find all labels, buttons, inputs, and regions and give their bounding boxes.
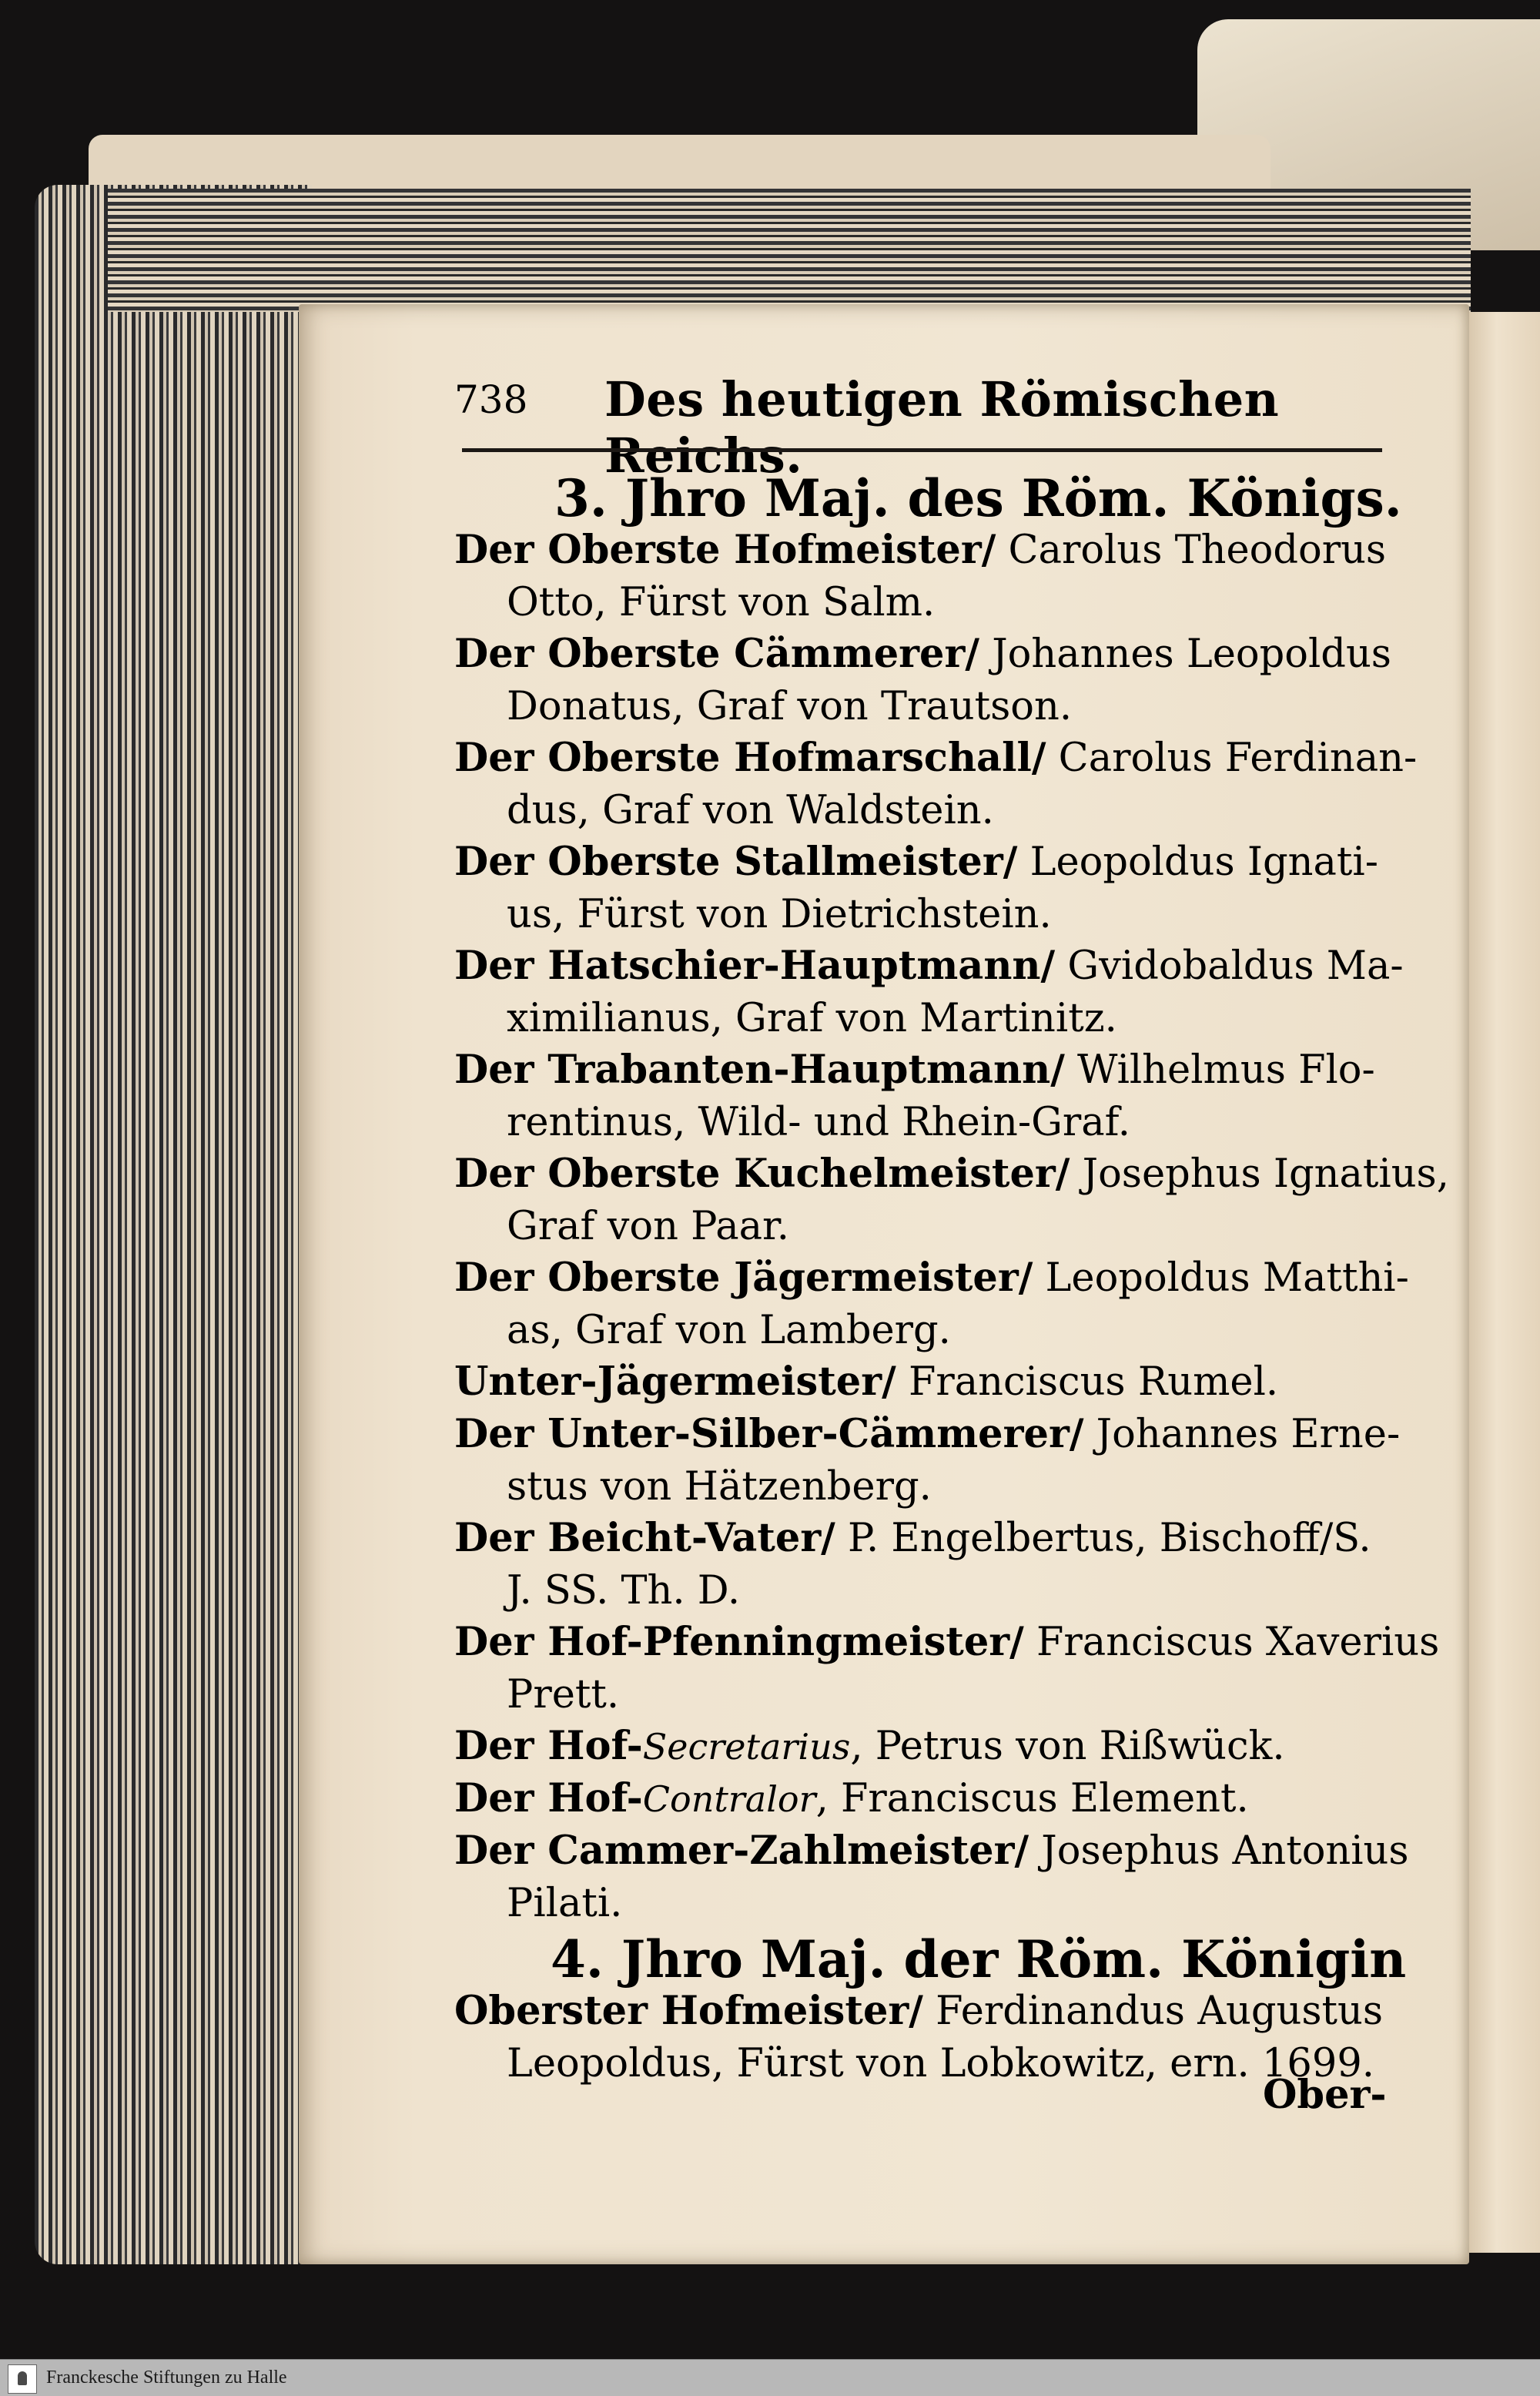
entry-latin-title: Secretarius: [642, 1726, 851, 1768]
entry-office: Der Oberste Stallmeister/: [454, 839, 1018, 885]
entry-continuation: rentinus, Wild- und Rhein-Graf.: [507, 1100, 1130, 1145]
entry-text: Leopoldus Ignati-: [1017, 839, 1378, 885]
entry-text: Gvidobaldus Ma-: [1055, 943, 1404, 989]
entry-jaegermeister: [454, 1252, 1409, 1357]
header-rule: [462, 448, 1382, 452]
entry-office: Der Oberste Cämmerer/: [454, 631, 980, 677]
entry-text: Josephus Ignatius,: [1070, 1151, 1449, 1197]
entry-office: Der Hof-Pfenningmeister/: [454, 1619, 1024, 1665]
entry-office: Der Oberste Hofmeister/: [454, 527, 996, 573]
entry-unter-jaegermeister: [454, 1355, 1401, 1409]
entry-continuation: J. SS. Th. D.: [507, 1568, 741, 1614]
footer-bar: [0, 2359, 1540, 2396]
entry-text: Ferdinandus Augustus: [922, 1989, 1384, 2034]
entry-continuation: Graf von Paar.: [507, 1204, 790, 1249]
entry-office: Der Trabanten-Hauptmann/: [454, 1047, 1065, 1093]
running-title: Des heutigen Römischen Reichs.: [604, 371, 1280, 484]
section-heading-4: 4. Jhro Maj. der Röm. Königin: [551, 1929, 1407, 1989]
entry-continuation: Otto, Fürst von Salm.: [507, 580, 936, 625]
entry-hof-secretarius: [454, 1720, 1401, 1773]
section-heading-3: 3. Jhro Maj. des Röm. Königs.: [554, 468, 1402, 528]
entry-continuation: Donatus, Graf von Trautson.: [507, 684, 1073, 729]
entry-silber-caemmerer: [454, 1408, 1401, 1513]
entry-office: Der Cammer-Zahlmeister/: [454, 1828, 1029, 1874]
entry-office: Der Beicht-Vater/: [454, 1515, 835, 1561]
entry-text: Leopoldus Matthi-: [1033, 1255, 1409, 1301]
entry-text: P. Engelbertus, Bischoff/S.: [835, 1516, 1371, 1561]
entry-office: Der Hof-: [454, 1775, 643, 1821]
entry-office: Der Oberste Kuchelmeister/: [454, 1151, 1070, 1197]
entry-hatschier-hauptmann: [454, 940, 1404, 1045]
entry-continuation: Prett.: [507, 1672, 620, 1717]
entry-text: Carolus Ferdinan-: [1046, 736, 1418, 781]
entry-text: Franciscus Xaverius: [1023, 1620, 1440, 1665]
entry-koenigin-hofmeister: [454, 1985, 1401, 2090]
entry-trabanten-hauptmann: [454, 1044, 1401, 1149]
entry-continuation: stus von Hätzenberg.: [507, 1464, 932, 1510]
entry-continuation: dus, Graf von Waldstein.: [507, 788, 994, 833]
entry-continuation: as, Graf von Lamberg.: [507, 1308, 951, 1353]
entry-text: Johannes Leopoldus: [979, 632, 1391, 677]
entry-continuation: us, Fürst von Dietrichstein.: [507, 892, 1052, 937]
entry-continuation: Pilati.: [507, 1881, 623, 1926]
page-header: [454, 371, 1386, 484]
entry-obersthofmeister: [454, 524, 1401, 629]
entry-office: Der Unter-Silber-Cämmerer/: [454, 1411, 1084, 1457]
entry-text: , Franciscus Element.: [815, 1776, 1249, 1821]
entry-continuation: ximilianus, Graf von Martinitz.: [507, 996, 1117, 1041]
institution-logo-icon: [8, 2364, 37, 2394]
left-page-stack: [35, 185, 312, 2264]
entry-zahlmeister: [454, 1825, 1409, 1930]
entry-text: Franciscus Rumel.: [896, 1359, 1279, 1405]
entry-office: Unter-Jägermeister/: [454, 1359, 896, 1405]
entry-office: Der Hatschier-Hauptmann/: [454, 943, 1056, 989]
entry-hof-contralor: [454, 1772, 1401, 1825]
entry-latin-title: Contralor: [642, 1778, 816, 1820]
institution-name: Franckesche Stiftungen zu Halle: [46, 2368, 287, 2388]
entry-text: Carolus Theodorus: [996, 528, 1387, 573]
entry-continuation: Leopoldus, Fürst von Lobkowitz, ern. 1699.: [507, 2041, 1374, 2086]
entry-pfenningmeister: [454, 1616, 1440, 1721]
top-page-stack: [108, 189, 1471, 312]
entry-text: Johannes Erne-: [1083, 1412, 1401, 1457]
catchword: Ober-: [1263, 2072, 1387, 2118]
entry-text: Josephus Antonius: [1029, 1828, 1409, 1874]
entry-office: Der Hof-: [454, 1723, 643, 1769]
entry-oberstcaemmerer: [454, 628, 1401, 733]
entry-hofmarschall: [454, 732, 1418, 837]
entry-office: Der Oberste Jägermeister/: [454, 1255, 1033, 1301]
entry-office: Der Oberste Hofmarschall/: [454, 735, 1046, 781]
entry-kuchelmeister: [454, 1148, 1449, 1253]
entry-text: Wilhelmus Flo-: [1064, 1047, 1375, 1093]
entry-beicht-vater: [454, 1512, 1401, 1617]
entry-office: Oberster Hofmeister/: [454, 1988, 923, 2034]
page-number: 738: [454, 377, 528, 422]
entry-stallmeister: [454, 836, 1401, 941]
entry-text: , Petrus von Rißwück.: [850, 1724, 1285, 1769]
right-page-edge: [1468, 312, 1540, 2253]
